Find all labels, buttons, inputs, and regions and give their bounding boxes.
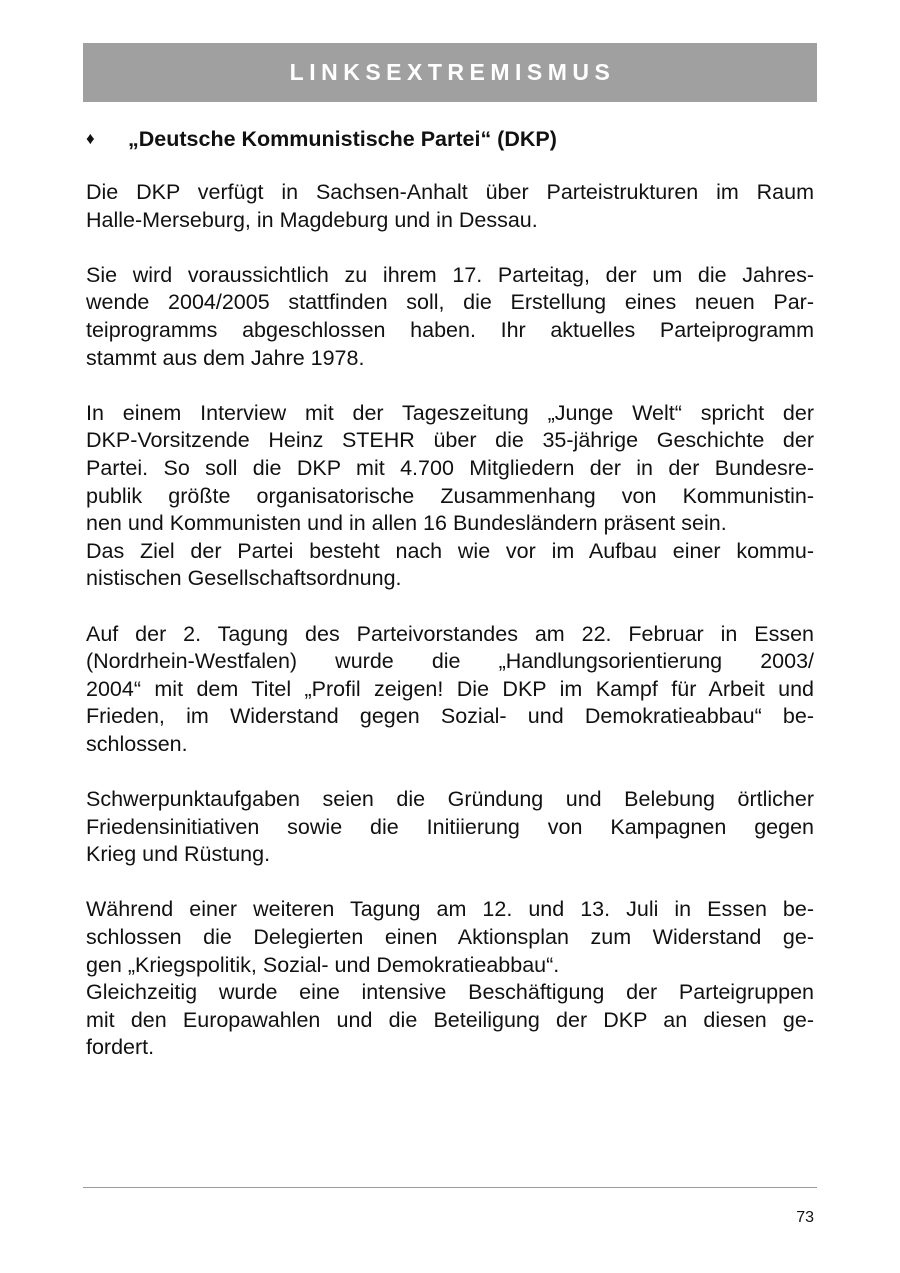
text-line: mit den Europawahlen und die Beteiligung der DKP an diesen ge- <box>86 1007 814 1032</box>
text-line: Friedensinitiativen sowie die Initiierung von Kampagnen gegen <box>86 814 814 839</box>
text-line: Schwerpunktaufgaben seien die Gründung und Belebung örtlicher <box>86 787 814 812</box>
text-line: wende 2004/2005 stattfinden soll, die Erstellung eines neuen Par- <box>86 290 814 315</box>
section-heading <box>86 123 557 155</box>
text-line: Während einer weiteren Tagung am 12. und 13. Juli in Essen be- <box>86 897 814 922</box>
paragraph-6 <box>86 896 814 1062</box>
text-line: Partei. So soll die DKP mit 4.700 Mitgliedern der in der Bundesre- <box>86 455 814 480</box>
text-line: In einem Interview mit der Tageszeitung „Junge Welt“ spricht der <box>86 400 814 425</box>
section-heading-text: „Deutsche Kommunistische Partei“ (DKP) <box>128 126 557 151</box>
chapter-title: LINKSEXTREMISMUS <box>289 59 616 85</box>
paragraph-4 <box>86 621 814 759</box>
text-line: Auf der 2. Tagung des Parteivorstandes am 22. Februar in Essen <box>86 621 814 646</box>
text-line: gen „Kriegspolitik, Sozial- und Demokratieabbau“. <box>86 952 560 977</box>
text-line: publik größte organisatorische Zusammenhang von Kommunistin- <box>86 483 814 508</box>
text-line: fordert. <box>86 1035 155 1060</box>
text-line: schlossen die Delegierten einen Aktionsplan zum Widerstand ge- <box>86 925 814 950</box>
text-line: 2004“ mit dem Titel „Profil zeigen! Die DKP im Kampf für Arbeit und <box>86 676 814 701</box>
text-line: Frieden, im Widerstand gegen Sozial- und Demokratieabbau“ be- <box>86 704 814 729</box>
text-line: stammt aus dem Jahre 1978. <box>86 345 365 370</box>
text-line: schlossen. <box>86 731 188 756</box>
text-line: Krieg und Rüstung. <box>86 842 271 867</box>
text-line: Das Ziel der Partei besteht nach wie vor im Aufbau einer kommu- <box>86 538 814 563</box>
text-line: nen und Kommunisten und in allen 16 Bundesländern präsent sein. <box>86 511 727 536</box>
paragraph-2 <box>86 262 814 372</box>
body-text <box>86 179 814 1090</box>
footer-divider <box>83 1187 817 1188</box>
text-line: (Nordrhein-Westfalen) wurde die „Handlungsorientierung 2003/ <box>86 649 814 674</box>
paragraph-1 <box>86 179 814 234</box>
text-line: Halle-Merseburg, in Magdeburg und in Dessau. <box>86 207 538 232</box>
text-line: Gleichzeitig wurde eine intensive Beschäftigung der Parteigruppen <box>86 980 814 1005</box>
page-number: 73 <box>796 1209 814 1226</box>
paragraph-5 <box>86 786 814 869</box>
diamond-bullet-icon: ♦ <box>86 129 95 148</box>
paragraph-3 <box>86 400 814 593</box>
text-line: teiprogramms abgeschlossen haben. Ihr aktuelles Parteiprogramm <box>86 317 814 342</box>
text-line: Sie wird voraussichtlich zu ihrem 17. Parteitag, der um die Jahres- <box>86 262 814 287</box>
chapter-header-bar <box>83 43 817 102</box>
text-line: DKP-Vorsitzende Heinz STEHR über die 35-jährige Geschichte der <box>86 428 814 453</box>
text-line: Die DKP verfügt in Sachsen-Anhalt über Parteistrukturen im Raum <box>86 180 814 204</box>
text-line: nistischen Gesellschaftsordnung. <box>86 566 402 591</box>
